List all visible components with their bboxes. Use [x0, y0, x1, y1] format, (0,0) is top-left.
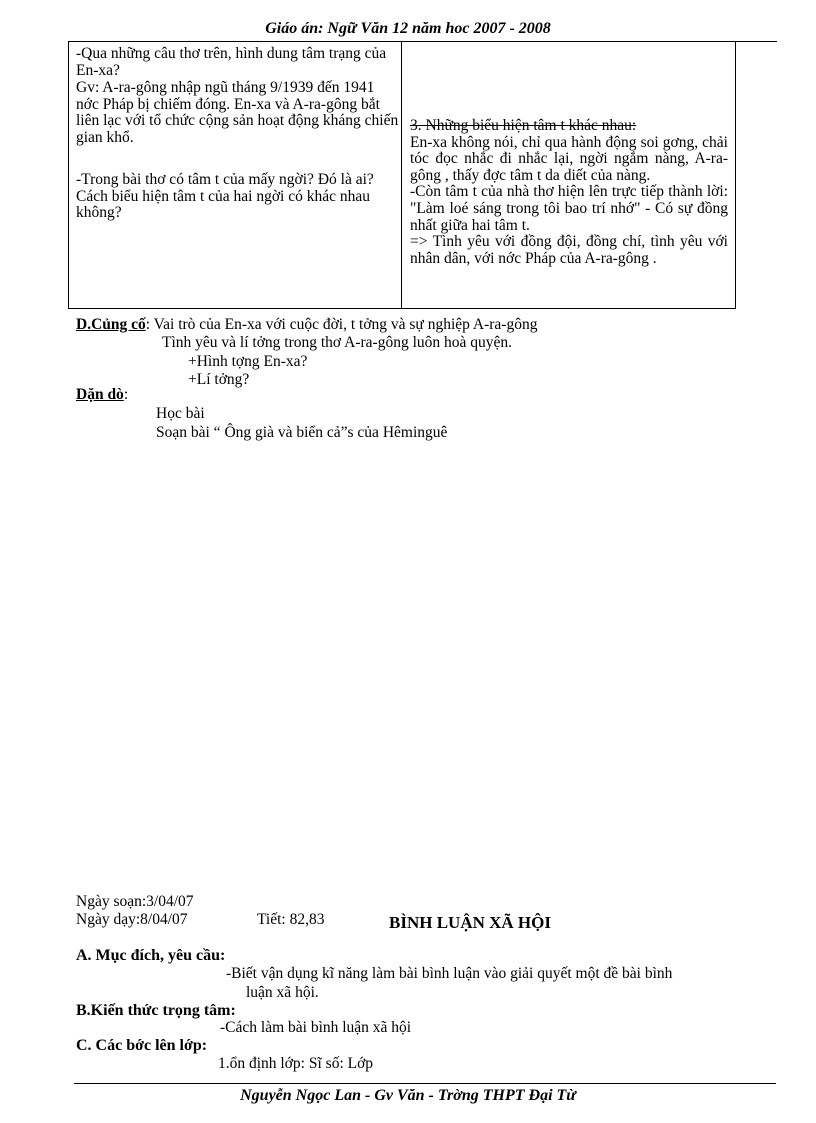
table-left-question-1: -Qua những câu thơ trên, hình dung tâm trạng của En-xa? — [76, 45, 387, 79]
answer-paragraph-1: En-xa không nói, chỉ qua hành động soi gơng, chải tóc đọc nhắc đi nhắc lại, ngời ngắm nàng, A-ra-gông , thấy đợc tâm t da diết của nàng. — [410, 133, 728, 184]
section-a-line-1: -Biết vận dụng kĩ năng làm bài bình luận vào giải quyết một đề bài bình — [226, 965, 673, 982]
answer-paragraph-2: -Còn tâm t của nhà thơ hiện lên trực tiếp thành lời: "Làm loé sáng trong tôi bao trí nhớ" - Có sự đồng nhất giữa hai tâm t. — [410, 183, 728, 234]
table-left-question-2: -Trong bài thơ có tâm t của mấy ngời? Đó là ai? Cách biểu hiện tâm t của hai ngời có khác nhau không? — [76, 171, 374, 222]
cungco-line-2: Tình yêu và lí tởng trong thơ A-ra-gông luôn hoà quyện. — [162, 334, 513, 351]
cungco-line-4: +Lí tởng? — [188, 371, 250, 388]
section-c-label: C. Các bớc lên lớp: — [76, 1037, 208, 1054]
lesson-title: BÌNH LUẬN XÃ HỘI — [389, 913, 551, 932]
cungco-line-3: +Hình tợng En-xa? — [188, 353, 308, 370]
table-column-divider — [401, 41, 402, 309]
tiet: Tiết: 82,83 — [257, 911, 325, 928]
ngay-day: Ngày dạy:8/04/07 — [76, 911, 188, 928]
page-header: Giáo án: Ngữ Văn 12 năm hoc 2007 - 2008 — [265, 20, 551, 37]
page-footer: Nguyễn Ngọc Lan - Gv Văn - Trờng THPT Đại Từ — [240, 1087, 576, 1104]
section-a-label: A. Mục đích, yêu cầu: — [76, 947, 226, 964]
section-a-line-2: luận xã hội. — [246, 984, 319, 1001]
footer-rule — [74, 1083, 776, 1084]
dando-line-1: Học bài — [156, 405, 205, 422]
table-right-answer — [410, 118, 728, 267]
dando-heading: Dặn dò: — [76, 386, 129, 403]
section-b-line-1: -Cách làm bài bình luận xã hội — [220, 1019, 412, 1036]
table-left-teacher-note: Gv: A-ra-gông nhập ngũ tháng 9/1939 đến 1941 nớc Pháp bị chiếm đóng. En-xa và A-ra-gông bắt liên lạc với tổ chức cộng sản hoạt động kháng chiến gian khổ. — [76, 79, 399, 146]
dando-line-2: Soạn bài “ Ông già và biển cả”s của Hêminguê — [156, 424, 448, 441]
answer-heading: 3. Những biểu hiện tâm t khác nhau: — [410, 117, 637, 134]
ngay-soan: Ngày soạn:3/04/07 — [76, 893, 194, 910]
section-c-line-1: 1.ổn định lớp: Sĩ số: Lớp — [218, 1055, 374, 1072]
section-b-label: B.Kiến thức trọng tâm: — [76, 1002, 236, 1019]
cungco-line-1: D.Củng cố: Vai trò của En-xa với cuộc đời, t tởng và sự nghiệp A-ra-gông — [76, 316, 538, 333]
cungco-label: D.Củng cố — [76, 316, 146, 333]
dando-label: Dặn dò — [76, 386, 124, 403]
answer-paragraph-3: => Tình yêu với đồng đội, đồng chí, tình yêu với nhân dân, với nớc Pháp của A-ra-gông . — [410, 233, 728, 267]
